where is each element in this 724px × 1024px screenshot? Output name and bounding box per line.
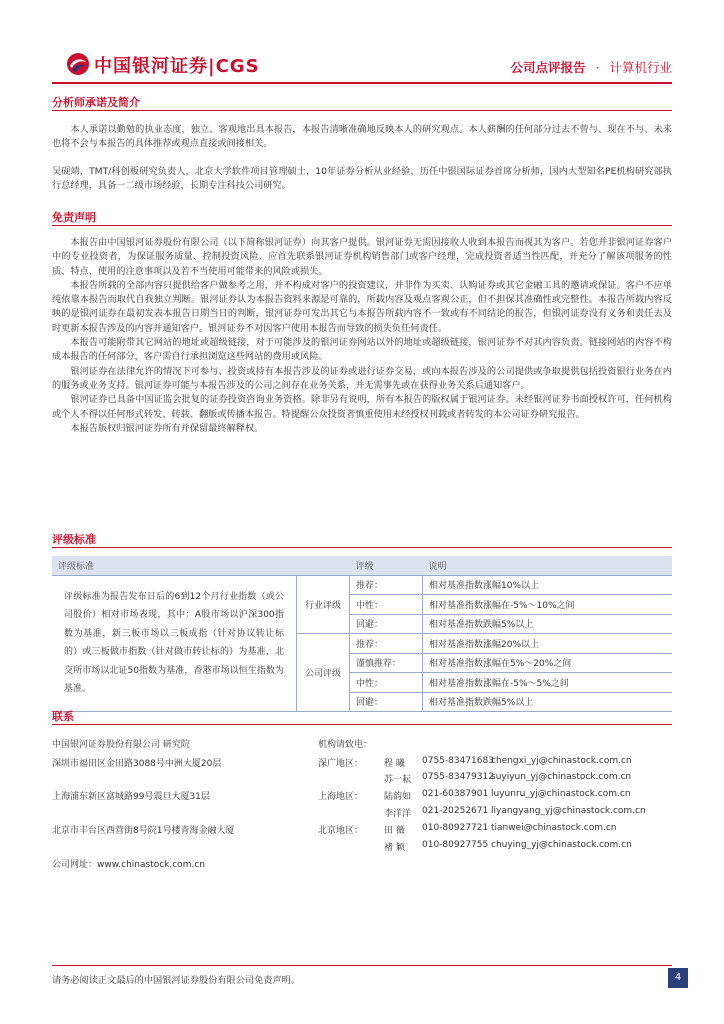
analyst-bio [52,165,672,194]
address-shanghai: 上海浦东新区富城路99号震旦大厦31层 [52,792,210,802]
address-shenzhen: 深圳市福田区金田路3088号中洲大厦20层 [52,759,222,769]
region-label: 上海地区： [318,792,364,802]
report-type: 公司点评报告 [510,60,586,75]
rating-description: 评级标准为报告发布日后的6到12个月行业指数（或公司股价）相对市场表现，其中：A股市场以沪深300指数为基准，新三板市场以三板成指（针对协议转让标的）或三板做市指数（针对做市转让标的）为基准，北交所市场以北证50指数为基准，香港市场以恒生指数为基准。 [52,575,297,712]
disclaimer-body [52,236,672,436]
brand-name-en: CGS [215,56,260,77]
contact-phone: 021-60387901 [422,789,489,799]
disclaimer-paragraph: 银河证券在法律允许的情况下可参与、投资或持有本报告涉及的证券或进行证券交易，或向本报告涉及的公司提供或争取提供包括投资银行业务在内的服务或业务支持。银河证券可能与本报告涉及的公司之间存在业务关系，并无需事先或在获得业务关系后通知客户。 [52,365,672,391]
analyst-paragraph-1: 本人承诺以勤勉的执业态度，独立、客观地出具本报告，本报告清晰准确地反映本人的研究观点。本人薪酬的任何部分过去不曾与、现在不与、未来也将不会与本报告的具体推荐或观点直接或间接相关。 [52,124,672,150]
contact-email[interactable]: tianwei@chinastock.com.cn [491,823,617,833]
rating-level: 推荐： [350,634,423,654]
rating-level: 回避： [350,614,423,634]
rating-note: 相对基准指数跌幅5%以上 [423,692,673,712]
industry-label: 计算机行业 [609,60,672,75]
rating-level: 中性： [350,595,423,615]
rating-heading-line [52,547,672,548]
contact-email[interactable]: suyiyun_yj@chinastock.com.cn [491,772,632,782]
rating-note: 相对基准指数涨幅10%以上 [423,575,673,595]
analyst-heading-line [52,110,672,111]
disclaimer-heading: 免责声明 [52,211,96,224]
contact-email[interactable]: chengxi_yj@chinastock.com.cn [491,756,632,766]
analyst-heading: 分析师承诺及简介 [52,96,140,109]
rating-note: 相对基准指数跌幅5%以上 [423,614,673,634]
contact-phone: 0755-83479312 [422,772,494,782]
page-number: 4 [668,968,688,988]
footer-disclaimer: 请务必阅读正文最后的中国银河证券股份有限公司免责声明。 [52,975,301,986]
industry-rating-group: 行业评级 [297,575,350,634]
footer-divider [52,965,672,966]
rating-heading: 评级标准 [52,533,96,546]
disclaimer-paragraph: 本报告由中国银河证券股份有限公司（以下简称银河证券）向其客户提供。银河证券无需因接收人收到本报告而视其为客户。若您并非银河证券客户中的专业投资者，为保证服务质量、控制投资风险、应首先联系银河证券机构销售部门或客户经理，完成投资者适当性匹配，并充分了解该项服务的性质、特点、使用的注意事项以及若不当使用可能带来的风险或损失。 [52,237,672,277]
header-divider [52,82,672,84]
sales-label: 机构请致电： [318,740,373,750]
table-row [52,575,672,595]
brand-logo-text [94,52,260,78]
col-note: 说明 [423,556,673,575]
rating-note: 相对基准指数涨幅20%以上 [423,634,673,654]
col-rating-standard: 评级标准 [52,556,350,575]
contact-name: 陆韵如 [384,792,412,802]
brand-separator: | [208,56,216,77]
rating-level: 谨慎推荐： [350,653,423,673]
address-beijing: 北京市丰台区西营街8号院1号楼青海金融大厦 [52,826,235,836]
contact-email[interactable]: chuying_yj@chinastock.com.cn [491,840,632,850]
rating-note: 相对基准指数涨幅在5%～20%之间 [423,653,673,673]
contact-phone: 010-80927755 [422,840,489,850]
website[interactable]: 公司网址：www.chinastock.com.cn [52,860,205,870]
contact-phone: 021-20252671 [422,806,489,816]
region-label: 深广地区： [318,759,364,769]
brand-name-cn: 中国银河证券 [94,56,208,77]
rating-level: 中性： [350,673,423,693]
contact-name: 苏一耘 [384,775,412,785]
header-dot: · [595,60,600,75]
contact-name: 程 曦 [384,759,405,769]
contact-email[interactable]: liyangyang_yj@chinastock.com.cn [491,806,646,816]
contact-heading-line [52,724,672,725]
contact-name: 田 薇 [384,826,405,836]
contact-email[interactable]: luyunru_yj@chinastock.com.cn [491,789,631,799]
contact-heading: 联系 [52,710,74,723]
disclaimer-heading-line [52,225,672,226]
rating-level: 回避： [350,692,423,712]
rating-level: 推荐： [350,575,423,595]
disclaimer-paragraph: 本报告可能附带其它网站的地址或超级链接，对于可能涉及的银河证券网站以外的地址或超级链接，银河证券不对其内容负责。链接网站的内容不构成本报告的任何部分，客户需自行承担浏览这些网站的费用或风险。 [52,337,672,363]
region-label: 北京地区： [318,826,364,836]
header-report-info [511,58,672,76]
contact-phone: 0755-83471683 [422,756,494,766]
cgs-logo-icon [66,52,90,76]
disclaimer-paragraph: 银河证券已具备中国证监会批复的证券投资咨询业务资格。除非另有说明，所有本报告的版权属于银河证券。未经银河证券书面授权许可，任何机构或个人不得以任何形式转发、转载、翻版或传播本报告。特提醒公众投资者慎重使用未经授权刊载或者转发的本公司证券研究报告。 [52,394,672,420]
rating-note: 相对基准指数涨幅在-5%～10%之间 [423,595,673,615]
disclaimer-paragraph: 本报告版权归银河证券所有并保留最终解释权。 [70,422,264,434]
company-rating-group: 公司评级 [297,634,350,712]
analyst-commitment [52,123,672,152]
col-rating: 评级 [350,556,423,575]
contact-name: 褚 颖 [384,843,405,853]
contact-name: 李洋洋 [384,809,412,819]
contact-phone: 010-80927721 [422,823,489,833]
analyst-paragraph-2: 吴砚靖，TMT/科创板研究负责人，北京大学软件项目管理硕士，10年证券分析从业经验，历任中银国际证券首席分析师，国内大型知名PE机构研究部执行总经理，具备一二级市场经验，长期专注科技公司研究。 [52,166,672,192]
org-name: 中国银河证券股份有限公司 研究院 [52,740,190,750]
rating-note: 相对基准指数涨幅在-5%～5%之间 [423,673,673,693]
rating-table [52,556,672,712]
rating-table-header [52,556,672,575]
disclaimer-paragraph: 本报告所载的全部内容只提供给客户做参考之用，并不构成对客户的投资建议，并非作为买卖、认购证券或其它金融工具的邀请或保证。客户不应单纯依靠本报告而取代自我独立判断。银河证券认为本报告资料来源是可靠的，所载内容及观点客观公正，但不担保其准确性或完整性。本报告所载内容反映的是银河证券在最初发表本报告日期当日的判断，银河证券可发出其它与本报告所载内容不一致或有不同结论的报告，但银河证券没有义务和责任去及时更新本报告涉及的内容并通知客户。银河证券不对因客户使用本报告而导致的损失负任何责任。 [52,279,672,334]
